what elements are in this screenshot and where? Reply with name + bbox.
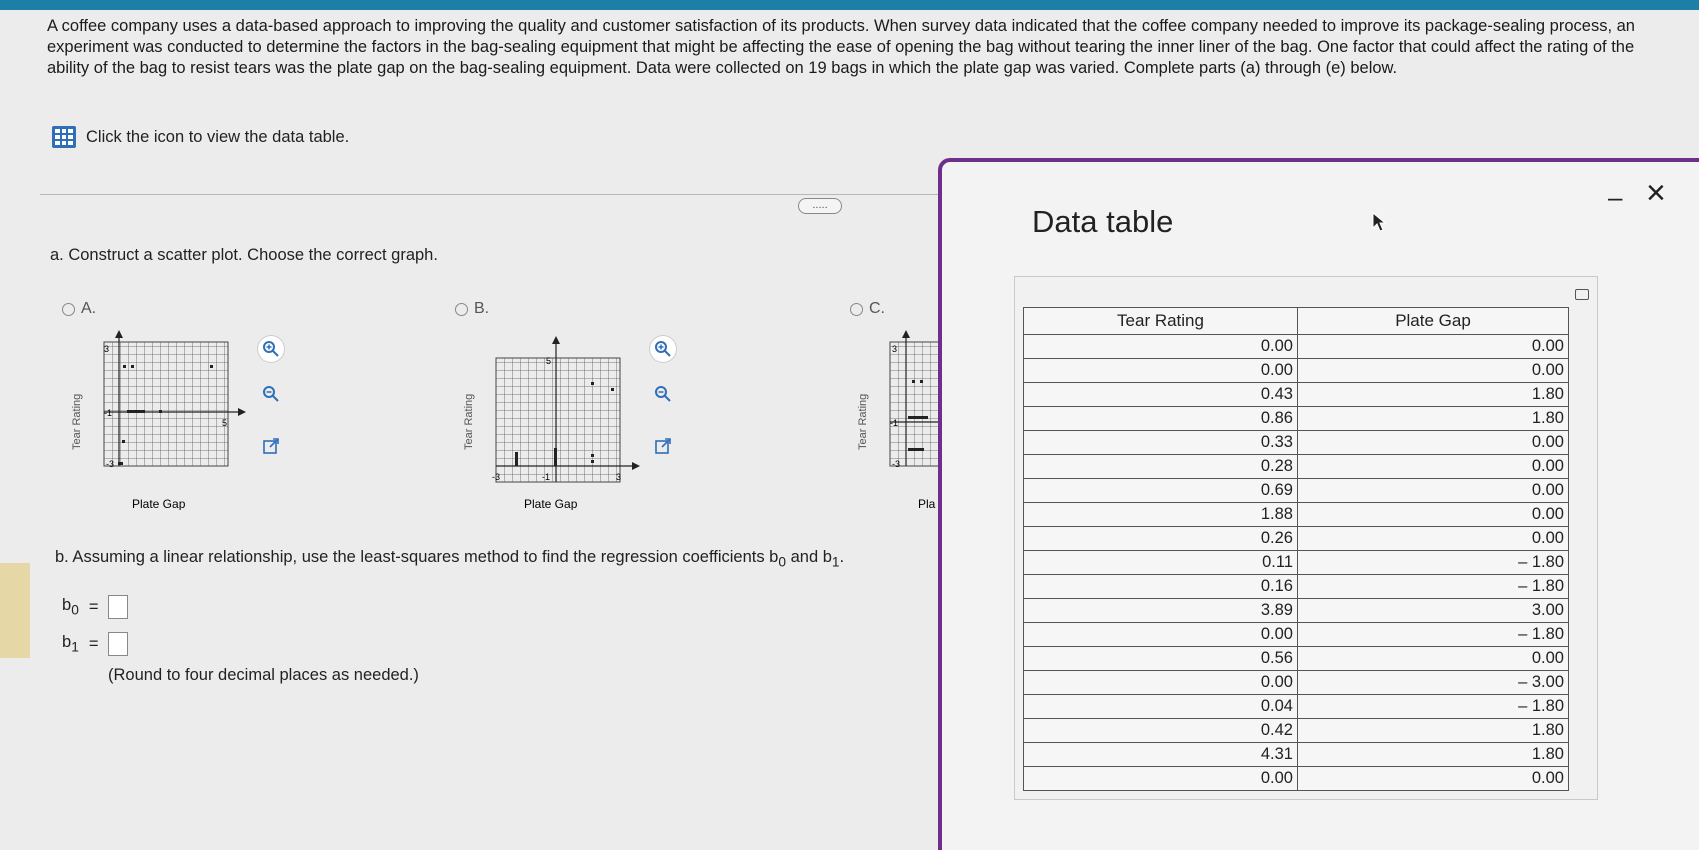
mouse-cursor-icon bbox=[1372, 212, 1386, 232]
graph-a-tick-ybot: -3 bbox=[106, 459, 115, 469]
popout-icon bbox=[654, 437, 672, 455]
graph-b-tick-xmid: -1 bbox=[542, 472, 551, 482]
table-row bbox=[1024, 671, 1569, 695]
graph-a-tick-ytop: 3 bbox=[104, 344, 110, 354]
graph-a-point bbox=[127, 410, 145, 413]
graph-b-y-arrow bbox=[552, 336, 560, 344]
problem-intro: A coffee company uses a data-based approach to improving the quality and customer satisfaction of its products. When survey data indicated that the coffee company needed to improve its package-sealing process, an experiment was conducted to determine the factors in the bag-sealing equipment that might be affecting the ease of opening the bag without tearing the inner liner of the bag. One factor that could affect the rating of the ability of the bag to resist tears was the plate gap on the bag-sealing equipment. Data were collected on 19 bags in which the plate gap was varied. Complete parts (a) through (e) below. bbox=[47, 17, 1635, 77]
table-row bbox=[1024, 719, 1569, 743]
graph-a-tick-xright: 5 bbox=[222, 418, 228, 428]
option-c-label: C. bbox=[869, 300, 885, 317]
column-header-plate-gap: Plate Gap bbox=[1298, 308, 1569, 335]
plate-gap-cell: 0.00 bbox=[1298, 479, 1569, 503]
table-row bbox=[1024, 455, 1569, 479]
graph-a-y-label: Tear Rating bbox=[71, 393, 83, 450]
tear-rating-cell: 3.89 bbox=[1024, 599, 1298, 623]
graph-c-tick-ytop: 3 bbox=[892, 344, 898, 354]
tear-rating-cell: 0.04 bbox=[1024, 695, 1298, 719]
plate-gap-cell: – 1.80 bbox=[1298, 623, 1569, 647]
option-c-radio[interactable] bbox=[850, 303, 863, 316]
view-data-table-link[interactable] bbox=[52, 126, 349, 148]
top-bar bbox=[0, 0, 1699, 10]
plate-gap-cell: 1.80 bbox=[1298, 743, 1569, 767]
plate-gap-cell: 0.00 bbox=[1298, 527, 1569, 551]
view-data-table-text[interactable]: Click the icon to view the data table. bbox=[86, 127, 350, 146]
graph-a-point bbox=[159, 410, 162, 413]
tear-rating-cell: 4.31 bbox=[1024, 743, 1298, 767]
table-row bbox=[1024, 743, 1569, 767]
graph-c-point bbox=[912, 380, 915, 383]
column-header-tear-rating: Tear Rating bbox=[1024, 308, 1298, 335]
option-b-label: B. bbox=[474, 300, 490, 317]
b0-label: $b_0$ bbox=[62, 596, 79, 618]
zoom-in-icon bbox=[262, 340, 280, 358]
tear-rating-cell: 1.88 bbox=[1024, 503, 1298, 527]
graph-c-y-label: Tear Rating bbox=[857, 393, 869, 450]
graph-b-zoom-out-button[interactable] bbox=[650, 381, 676, 407]
tear-rating-cell: 0.00 bbox=[1024, 335, 1298, 359]
table-row bbox=[1024, 335, 1569, 359]
b1-label: $b_1$ bbox=[62, 633, 79, 655]
b0-input[interactable] bbox=[108, 595, 128, 619]
tear-rating-cell: 0.26 bbox=[1024, 527, 1298, 551]
plate-gap-cell: 0.00 bbox=[1298, 647, 1569, 671]
graph-b-point bbox=[591, 460, 594, 463]
part-a-question: a. Construct a scatter plot. Choose the correct graph. bbox=[50, 246, 438, 264]
tear-rating-cell: 0.43 bbox=[1024, 383, 1298, 407]
graph-c-tick-ymid: -1 bbox=[890, 418, 899, 428]
table-row bbox=[1024, 647, 1569, 671]
option-a-radio[interactable] bbox=[62, 303, 75, 316]
graph-b-x-arrow bbox=[632, 462, 640, 470]
table-row bbox=[1024, 359, 1569, 383]
graph-a-zoom-out-button[interactable] bbox=[258, 381, 284, 407]
tear-rating-cell: 0.56 bbox=[1024, 647, 1298, 671]
graph-b-tick-xright: 3 bbox=[616, 472, 622, 482]
b1-answer-row bbox=[62, 632, 128, 656]
table-row bbox=[1024, 479, 1569, 503]
plate-gap-cell: – 3.00 bbox=[1298, 671, 1569, 695]
part-b-question: b. Assuming a linear relationship, use the least-squares method to find the regression coefficients $b_0$ and $b_1$. bbox=[55, 548, 845, 570]
graph-c-x-label: Pla bbox=[918, 497, 936, 510]
zoom-out-icon bbox=[654, 385, 672, 403]
graph-a-point bbox=[210, 365, 213, 368]
plate-gap-cell: 0.00 bbox=[1298, 431, 1569, 455]
plate-gap-cell: 0.00 bbox=[1298, 359, 1569, 383]
plate-gap-cell: 0.00 bbox=[1298, 503, 1569, 527]
tear-rating-cell: 0.42 bbox=[1024, 719, 1298, 743]
tear-rating-cell: 0.00 bbox=[1024, 359, 1298, 383]
tear-rating-cell: 0.86 bbox=[1024, 407, 1298, 431]
tear-rating-cell: 0.33 bbox=[1024, 431, 1298, 455]
plate-gap-cell: 3.00 bbox=[1298, 599, 1569, 623]
graph-a bbox=[64, 330, 264, 510]
graph-c-point bbox=[920, 380, 923, 383]
plate-gap-cell: 1.80 bbox=[1298, 719, 1569, 743]
graph-b-point bbox=[591, 454, 594, 457]
graph-c-point bbox=[908, 416, 928, 419]
table-row bbox=[1024, 767, 1569, 791]
section-divider bbox=[40, 194, 940, 195]
graph-b-y-label: Tear Rating bbox=[463, 393, 475, 450]
graph-a-point bbox=[118, 462, 123, 465]
data-table bbox=[1023, 307, 1569, 791]
tear-rating-cell: 0.69 bbox=[1024, 479, 1298, 503]
plate-gap-cell: 1.80 bbox=[1298, 383, 1569, 407]
graph-a-point bbox=[122, 440, 125, 443]
left-edge-strip bbox=[0, 563, 30, 658]
table-row bbox=[1024, 503, 1569, 527]
graph-a-point bbox=[123, 365, 126, 368]
table-row bbox=[1024, 407, 1569, 431]
more-button[interactable]: ..... bbox=[798, 198, 842, 214]
table-header-row bbox=[1024, 308, 1569, 335]
option-a[interactable] bbox=[62, 300, 96, 318]
option-a-label: A. bbox=[81, 300, 97, 317]
tear-rating-cell: 0.00 bbox=[1024, 623, 1298, 647]
b1-input[interactable] bbox=[108, 632, 128, 656]
data-table-icon[interactable] bbox=[52, 126, 76, 148]
graph-c-grid bbox=[890, 342, 940, 466]
b0-answer-row bbox=[62, 595, 128, 619]
table-row bbox=[1024, 623, 1569, 647]
table-row bbox=[1024, 695, 1569, 719]
zoom-in-icon bbox=[654, 340, 672, 358]
option-c[interactable] bbox=[850, 300, 885, 318]
tear-rating-cell: 0.16 bbox=[1024, 575, 1298, 599]
graph-b-point bbox=[554, 448, 557, 466]
plate-gap-cell: 1.80 bbox=[1298, 407, 1569, 431]
close-button[interactable]: × bbox=[1646, 174, 1666, 212]
table-row bbox=[1024, 383, 1569, 407]
graph-a-zoom-in-button[interactable] bbox=[258, 336, 284, 362]
plate-gap-cell: – 1.80 bbox=[1298, 575, 1569, 599]
table-row bbox=[1024, 527, 1569, 551]
dialog-title: Data table bbox=[1032, 204, 1174, 239]
zoom-out-icon bbox=[262, 385, 280, 403]
plate-gap-cell: – 1.80 bbox=[1298, 551, 1569, 575]
graph-b-point bbox=[611, 388, 614, 391]
table-row bbox=[1024, 599, 1569, 623]
table-row bbox=[1024, 431, 1569, 455]
graph-b bbox=[456, 330, 656, 510]
plate-gap-cell: 0.00 bbox=[1298, 335, 1569, 359]
graph-b-point bbox=[591, 382, 594, 385]
graph-c-tick-ybot: -3 bbox=[892, 459, 901, 469]
b0-equals: = bbox=[88, 597, 99, 616]
rounding-note: (Round to four decimal places as needed.) bbox=[108, 666, 419, 684]
tear-rating-cell: 0.00 bbox=[1024, 671, 1298, 695]
graph-a-x-label: Plate Gap bbox=[132, 497, 186, 510]
graph-b-zoom-in-button[interactable] bbox=[650, 336, 676, 362]
minimize-button[interactable]: – bbox=[1608, 182, 1623, 212]
graph-c-point bbox=[908, 448, 924, 451]
tear-rating-cell: 0.11 bbox=[1024, 551, 1298, 575]
data-table-dialog bbox=[938, 158, 1699, 850]
b1-equals: = bbox=[88, 634, 99, 653]
table-row bbox=[1024, 551, 1569, 575]
graph-c-y-arrow bbox=[902, 330, 910, 338]
tear-rating-cell: 0.00 bbox=[1024, 767, 1298, 791]
graph-c bbox=[850, 330, 940, 510]
graph-a-tick-ymid: -1 bbox=[104, 408, 113, 418]
option-b-radio[interactable] bbox=[455, 303, 468, 316]
graph-a-grid bbox=[104, 342, 228, 466]
popout-icon bbox=[262, 437, 280, 455]
graph-b-grid bbox=[496, 358, 620, 482]
graph-b-tick-xleft: -3 bbox=[492, 472, 501, 482]
plate-gap-cell: 0.00 bbox=[1298, 455, 1569, 479]
graph-a-popout-button[interactable] bbox=[258, 433, 284, 459]
copy-icon[interactable] bbox=[1575, 289, 1589, 300]
graph-b-point bbox=[515, 452, 518, 466]
plate-gap-cell: – 1.80 bbox=[1298, 695, 1569, 719]
table-row bbox=[1024, 575, 1569, 599]
graph-a-y-arrow bbox=[115, 330, 123, 338]
data-table-panel bbox=[1014, 276, 1598, 800]
graph-b-x-label: Plate Gap bbox=[524, 497, 578, 510]
plate-gap-cell: 0.00 bbox=[1298, 767, 1569, 791]
option-b[interactable] bbox=[455, 300, 489, 318]
graph-b-tick-ytop: 5 bbox=[546, 356, 552, 366]
graph-a-point bbox=[131, 365, 134, 368]
graph-a-x-arrow bbox=[238, 408, 246, 416]
tear-rating-cell: 0.28 bbox=[1024, 455, 1298, 479]
graph-b-popout-button[interactable] bbox=[650, 433, 676, 459]
